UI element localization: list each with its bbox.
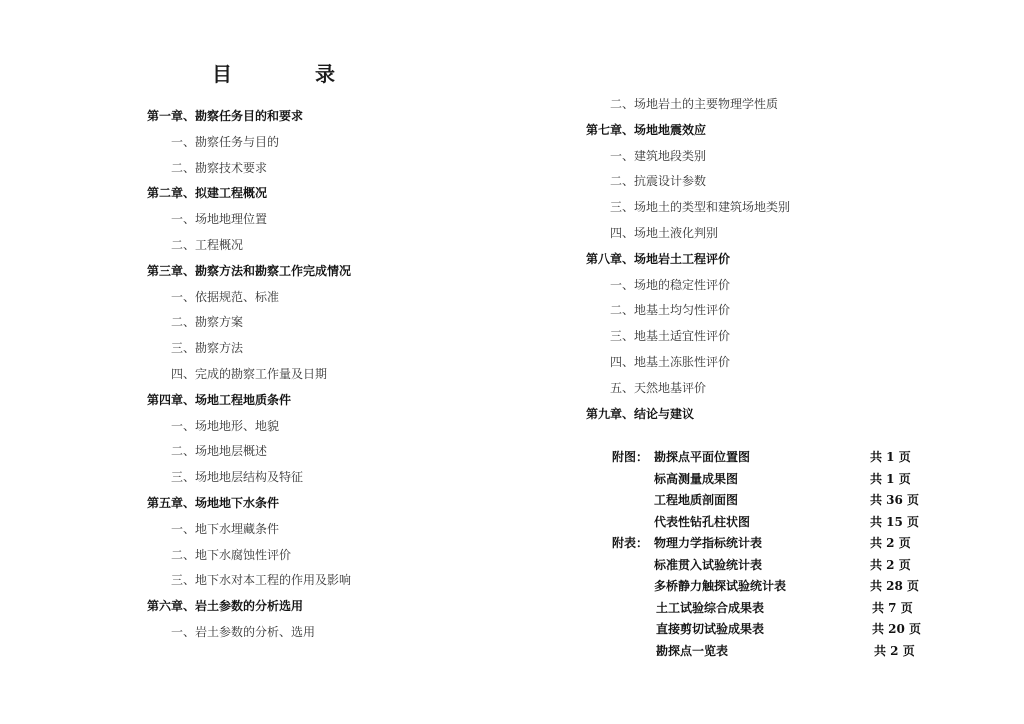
toc-section: 三、勘察方法 [171, 341, 244, 356]
page-title: 目 录 [212, 62, 373, 86]
toc-section: 二、工程概况 [171, 238, 244, 252]
toc-section: 一、岩土参数的分析、选用 [171, 625, 316, 639]
appendix-item-pages: 共 7 页 [872, 600, 913, 615]
appendix-item-name: 勘探点一览表 [656, 643, 729, 658]
appendix-item-name: 物理力学指标统计表 [654, 536, 763, 550]
appendix-item-pages: 共 28 页 [870, 579, 920, 593]
toc-section: 一、依据规范、标准 [171, 289, 280, 304]
toc-chapter: 第六章、岩土参数的分析选用 [147, 599, 304, 614]
appendix-item-pages: 共 15 页 [870, 514, 920, 529]
toc-chapter: 第四章、场地工程地质条件 [147, 392, 292, 407]
toc-section: 二、勘察方案 [171, 315, 244, 330]
toc-section: 三、场地地层结构及特征 [171, 470, 304, 485]
toc-chapter: 第五章、场地地下水条件 [147, 496, 280, 510]
toc-section: 二、地基土均匀性评价 [610, 303, 731, 318]
appendix-item-name: 标高测量成果图 [654, 471, 739, 486]
appendix-item-pages: 共 2 页 [874, 643, 915, 658]
appendix-item-name: 代表性钻孔柱状图 [654, 514, 751, 529]
appendix-item-name: 工程地质剖面图 [654, 493, 739, 507]
toc-section: 一、场地地形、地貌 [171, 418, 280, 433]
toc-section: 一、场地地理位置 [171, 212, 268, 227]
appendix-item-name: 多桥静力触探试验统计表 [654, 579, 787, 593]
toc-chapter: 第一章、勘察任务目的和要求 [147, 109, 304, 123]
appendix-item-name: 直接剪切试验成果表 [656, 622, 765, 636]
appendix-item-pages: 共 2 页 [870, 557, 911, 572]
appendix-item-pages: 共 20 页 [872, 622, 922, 636]
appendix-item-name: 标准贯入试验统计表 [654, 557, 763, 572]
toc-section: 一、场地的稳定性评价 [610, 277, 731, 292]
toc-section: 四、地基土冻胀性评价 [610, 355, 731, 369]
toc-section: 三、场地土的类型和建筑场地类别 [610, 200, 791, 215]
toc-section: 三、地基土适宜性评价 [610, 329, 731, 344]
toc-chapter: 第三章、勘察方法和勘察工作完成情况 [147, 263, 352, 278]
toc-section: 一、地下水埋藏条件 [171, 521, 280, 536]
toc-section: 二、勘察技术要求 [171, 160, 268, 175]
toc-section: 一、建筑地段类别 [610, 148, 707, 163]
appendix-item-pages: 共 2 页 [870, 536, 911, 550]
toc-chapter: 第二章、拟建工程概况 [147, 186, 268, 201]
toc-section: 二、地下水腐蚀性评价 [171, 547, 292, 562]
toc-section: 一、勘察任务与目的 [171, 134, 280, 149]
appendix-item-pages: 共 1 页 [870, 450, 911, 464]
appendix-category: 附图： [612, 450, 649, 464]
toc-section: 二、场地地层概述 [171, 444, 268, 459]
appendix-item-pages: 共 36 页 [870, 493, 920, 507]
toc-chapter: 第八章、场地岩土工程评价 [586, 251, 731, 266]
appendix-item-name: 土工试验综合成果表 [656, 600, 765, 615]
toc-section: 三、地下水对本工程的作用及影响 [171, 573, 352, 588]
toc-section: 四、完成的勘察工作量及日期 [171, 367, 328, 381]
toc-chapter: 第九章、结论与建议 [586, 406, 695, 421]
toc-chapter: 第七章、场地地震效应 [586, 122, 707, 137]
toc-section: 二、场地岩土的主要物理学性质 [610, 97, 779, 111]
toc-section: 五、天然地基评价 [610, 380, 707, 395]
appendix-item-name: 勘探点平面位置图 [654, 450, 751, 464]
toc-section: 二、抗震设计参数 [610, 174, 707, 189]
toc-section: 四、场地土液化判别 [610, 226, 719, 240]
appendix-category: 附表： [612, 536, 649, 550]
appendix-item-pages: 共 1 页 [870, 471, 911, 486]
